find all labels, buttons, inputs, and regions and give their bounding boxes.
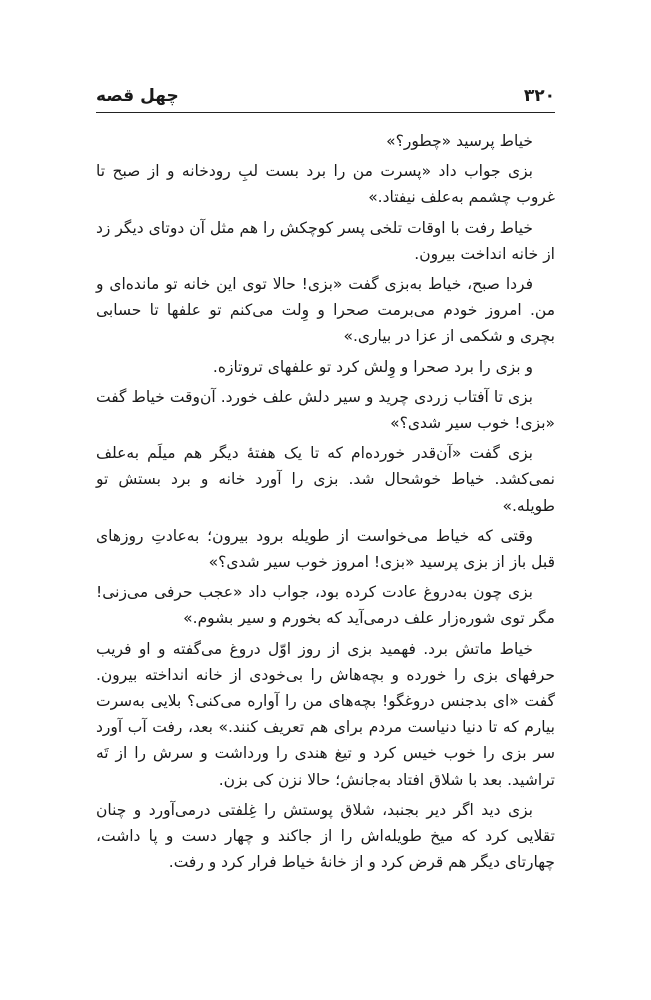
paragraph: وقتی که خیاط می‌خواست از طویله برود بیرون؛ به‌عادتِ روزهای قبل باز از بزی پرسید «بزی! امروز خوب سیر شدی؟» [96,526,555,572]
running-title: چهل قصه [96,86,179,106]
paragraph: فردا صبح، خیاط به‌بزی گفت «بزی! حالا توی این خانه تو مانده‌ای و من. امروز خودم می‌برمت صحرا و وِلت می‌کنم تو علفها تا حسابی بچری و شکمی از عزا در بیاری.» [96,275,555,346]
page-number: ۳۲۰ [523,86,555,106]
paragraph: بزی تا آفتاب زردی چرید و سیر دلش علف خورد. آن‌وقت خیاط گفت «بزی! خوب سیر شدی؟» [96,387,555,433]
paragraph: خیاط رفت با اوقات تلخی پسر کوچکش را هم مثل آن دوتای دیگر زد از خانه انداخت بیرون. [96,218,555,263]
page-header [96,84,555,113]
paragraph: بزی گفت «آن‌قدر خورده‌ام که تا یک هفتهٔ دیگر هم میلَم به‌علف نمی‌کشد. خیاط خوشحال شد. بزی را آورد خانه و برد بستش تو طویله.» [96,444,555,515]
paragraph: خیاط ماتش برد. فهمید بزی از روز اوّل دروغ می‌گفته و او فریب حرفهای بزی را خورده و بچه‌هاش را بی‌خودی از خانه انداخته بیرون. گفت «ای بدجنس دروغگو! بچه‌های من را آواره می‌کنی؟ بلایی به‌سرت بیارم که تا دنیا دنیاست مردم برای هم تعریف کنند.» بعد، رفت آب آورد سر بزی را خوب خیس کرد و تیغ هندی را ورداشت و سرش را از تَه تراشید. بعد با شلاق افتاد به‌جانش؛ حالا نزن کی بزن. [96,639,555,789]
paragraph: بزی جواب داد «پسرت من را برد بست لبِ رودخانه و از صبح تا غروب چشمم به‌علف نیفتاد.» [96,162,555,207]
paragraph: بزی دید اگر دیر بجنبد، شلاق پوستش را غِلفتی درمی‌آورد و چنان تقلایی کرد که میخ طویله‌اش را از جاکند و چهار دست و پا داشت، چهارتای دیگر هم قرض کرد و از خانهٔ خیاط فرار کرد و رفت. [96,800,555,872]
paragraph: و بزی را برد صحرا و وِلش کرد تو علفهای تروتازه. [212,357,533,376]
story-text [96,128,555,879]
paragraph: بزی چون به‌دروغ عادت کرده بود، جواب داد «عجب حرفی می‌زنی! مگر توی شوره‌زار علف درمی‌آید که بخورم و سیر بشوم.» [96,583,555,628]
paragraph: خیاط پرسید «چطور؟» [386,132,533,150]
